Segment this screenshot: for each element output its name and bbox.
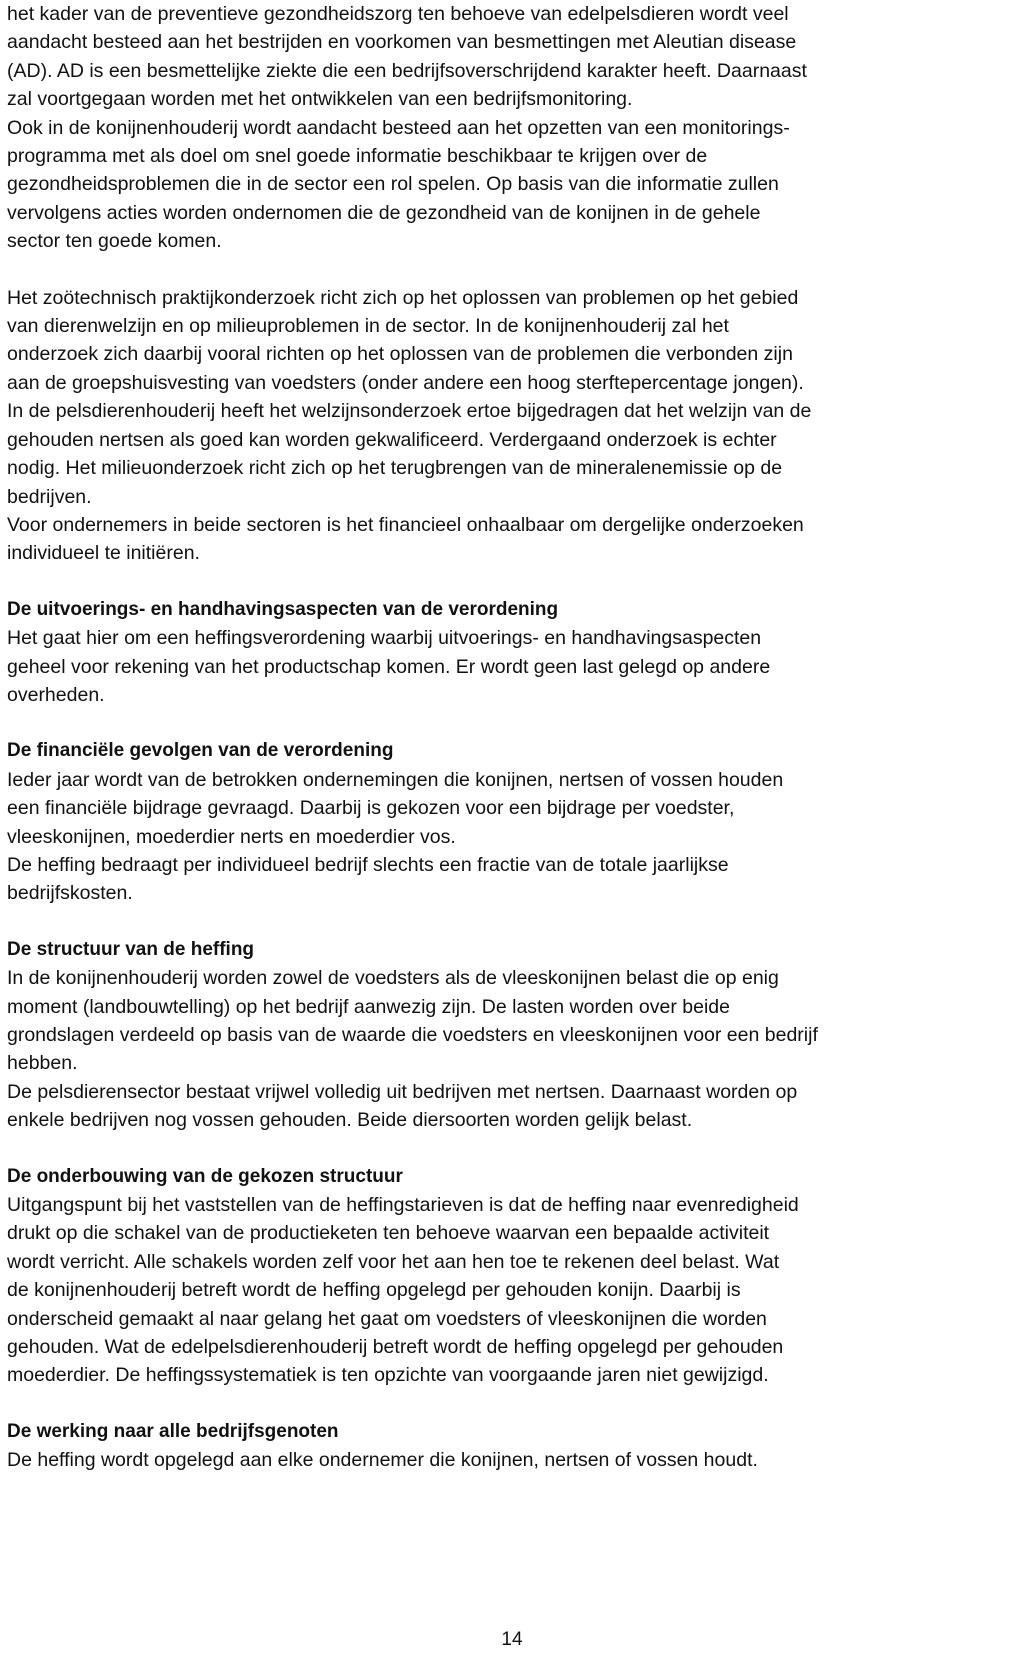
text-line: Uitgangspunt bij het vaststellen van de heffingstarieven is dat de heffing naar evenredigheid <box>7 1194 799 1217</box>
paragraph-gap <box>7 568 1012 596</box>
text-line: grondslagen verdeeld op basis van de waarde die voedsters en vleeskonijnen voor een bedrijf <box>7 1024 818 1046</box>
section <box>7 596 1012 710</box>
text-line: programma met als doel om snel goede informatie beschikbaar te krijgen over de <box>7 145 708 168</box>
text-line: onderzoek zich daarbij vooral richten op het oplossen van de problemen die verbonden zijn <box>7 343 793 366</box>
paragraph-gap <box>7 256 1012 284</box>
page-number: 14 <box>501 1629 523 1650</box>
section-heading: De structuur van de heffing <box>7 938 255 960</box>
text-line: individueel te initiëren. <box>7 542 200 565</box>
paragraph <box>7 284 1012 568</box>
text-line: Ieder jaar wordt van de betrokken ondernemingen die konijnen, nertsen of vossen houden <box>7 768 784 791</box>
text-line: Het gaat hier om een heffingsverordening waarbij uitvoerings- en handhavingsaspecten <box>7 627 762 650</box>
text-line: overheden. <box>7 683 105 706</box>
text-line: De pelsdierensector bestaat vrijwel volledig uit bedrijven met nertsen. Daarnaast worden op <box>7 1080 798 1103</box>
text-line: aan de groepshuisvesting van voedsters (onder andere een hoog sterftepercentage jongen). <box>7 371 804 394</box>
paragraph-gap <box>7 709 1012 737</box>
text-line: wordt verricht. Alle schakels worden zelf voor het aan hen toe te rekenen deel belast. Wat <box>7 1250 780 1273</box>
text-line: een financiële bijdrage gevraagd. Daarbij is gekozen voor een bijdrage per voedster, <box>7 797 735 820</box>
section <box>7 936 1012 1135</box>
text-line: gehouden nertsen als goed kan worden gekwalificeerd. Verdergaand onderzoek is echter <box>7 428 777 451</box>
text-line: van dierenwelzijn en op milieuproblemen in de sector. In de konijnenhouderij zal het <box>7 315 729 338</box>
text-line: gehouden. Wat de edelpelsdierenhouderij betreft wordt de heffing opgelegd per gehouden <box>7 1336 784 1359</box>
text-line: het kader van de preventieve gezondheidszorg ten behoeve van edelpelsdieren wordt veel <box>7 3 789 25</box>
text-line: moment (landbouwtelling) op het bedrijf aanwezig zijn. De lasten worden over beide <box>7 995 730 1018</box>
text-line: aandacht besteed aan het bestrijden en voorkomen van besmettingen met Aleutian disease <box>7 31 797 54</box>
paragraph <box>7 0 1012 256</box>
text-line: vervolgens acties worden ondernomen die de gezondheid van de konijnen in de gehele <box>7 201 761 224</box>
section-heading: De onderbouwing van de gekozen structuur <box>7 1165 403 1187</box>
text-line: Het zoötechnisch praktijkonderzoek richt zich op het oplossen van problemen op het gebied <box>7 286 799 309</box>
text-line: vleeskonijnen, moederdier nerts en moederdier vos. <box>7 825 456 848</box>
section <box>7 737 1012 907</box>
text-line: De heffing bedraagt per individueel bedrijf slechts een fractie van de totale jaarlijkse <box>7 853 729 876</box>
text-line: In de pelsdierenhouderij heeft het welzijnsonderzoek ertoe bijgedragen dat het welzijn van de <box>7 400 812 423</box>
text-line: moederdier. De heffingssystematiek is ten opzichte van voorgaande jaren niet gewijzigd. <box>7 1364 769 1387</box>
section-heading: De uitvoerings- en handhavingsaspecten van de verordening <box>7 598 559 620</box>
text-line: Voor ondernemers in beide sectoren is het financieel onhaalbaar om dergelijke onderzoeken <box>7 513 804 536</box>
text-line: geheel voor rekening van het productschap komen. Er wordt geen last gelegd op andere <box>7 655 771 678</box>
text-line: hebben. <box>7 1052 78 1075</box>
text-line: sector ten goede komen. <box>7 230 222 253</box>
text-line: onderscheid gemaakt al naar gelang het gaat om voedsters of vleeskonijnen die worden <box>7 1307 767 1330</box>
section <box>7 1163 1012 1390</box>
paragraph-gap <box>7 1135 1012 1163</box>
text-line: bedrijfskosten. <box>7 882 133 905</box>
text-line: drukt op die schakel van de productieketen ten behoeve waarvan een bepaalde activiteit <box>7 1222 770 1245</box>
text-line: bedrijven. <box>7 485 92 508</box>
text-line: De heffing wordt opgelegd aan elke ondernemer die konijnen, nertsen of vossen houdt. <box>7 1449 758 1472</box>
text-line: enkele bedrijven nog vossen gehouden. Beide diersoorten worden gelijk belast. <box>7 1109 693 1132</box>
text-line: de konijnenhouderij betreft wordt de heffing opgelegd per gehouden konijn. Daarbij is <box>7 1279 741 1302</box>
text-line: Ook in de konijnenhouderij wordt aandacht besteed aan het opzetten van een monitorings- <box>7 116 790 139</box>
text-line: gezondheidsproblemen die in de sector een rol spelen. Op basis van die informatie zullen <box>7 173 779 196</box>
paragraph-gap <box>7 1390 1012 1418</box>
text-line: In de konijnenhouderij worden zowel de voedsters als de vleeskonijnen belast die op enig <box>7 967 779 990</box>
text-line: (AD). AD is een besmettelijke ziekte die een bedrijfsoverschrijdend karakter heeft. Daarnaast <box>7 59 807 82</box>
section-heading: De werking naar alle bedrijfsgenoten <box>7 1420 339 1442</box>
paragraph-gap <box>7 908 1012 936</box>
document-page <box>7 0 1012 1475</box>
section-heading: De financiële gevolgen van de verordening <box>7 740 394 762</box>
section <box>7 1418 1012 1475</box>
text-line: nodig. Het milieuonderzoek richt zich op het terugbrengen van de mineralenemissie op de <box>7 457 783 480</box>
text-line: zal voortgegaan worden met het ontwikkelen van een bedrijfsmonitoring. <box>7 88 633 111</box>
